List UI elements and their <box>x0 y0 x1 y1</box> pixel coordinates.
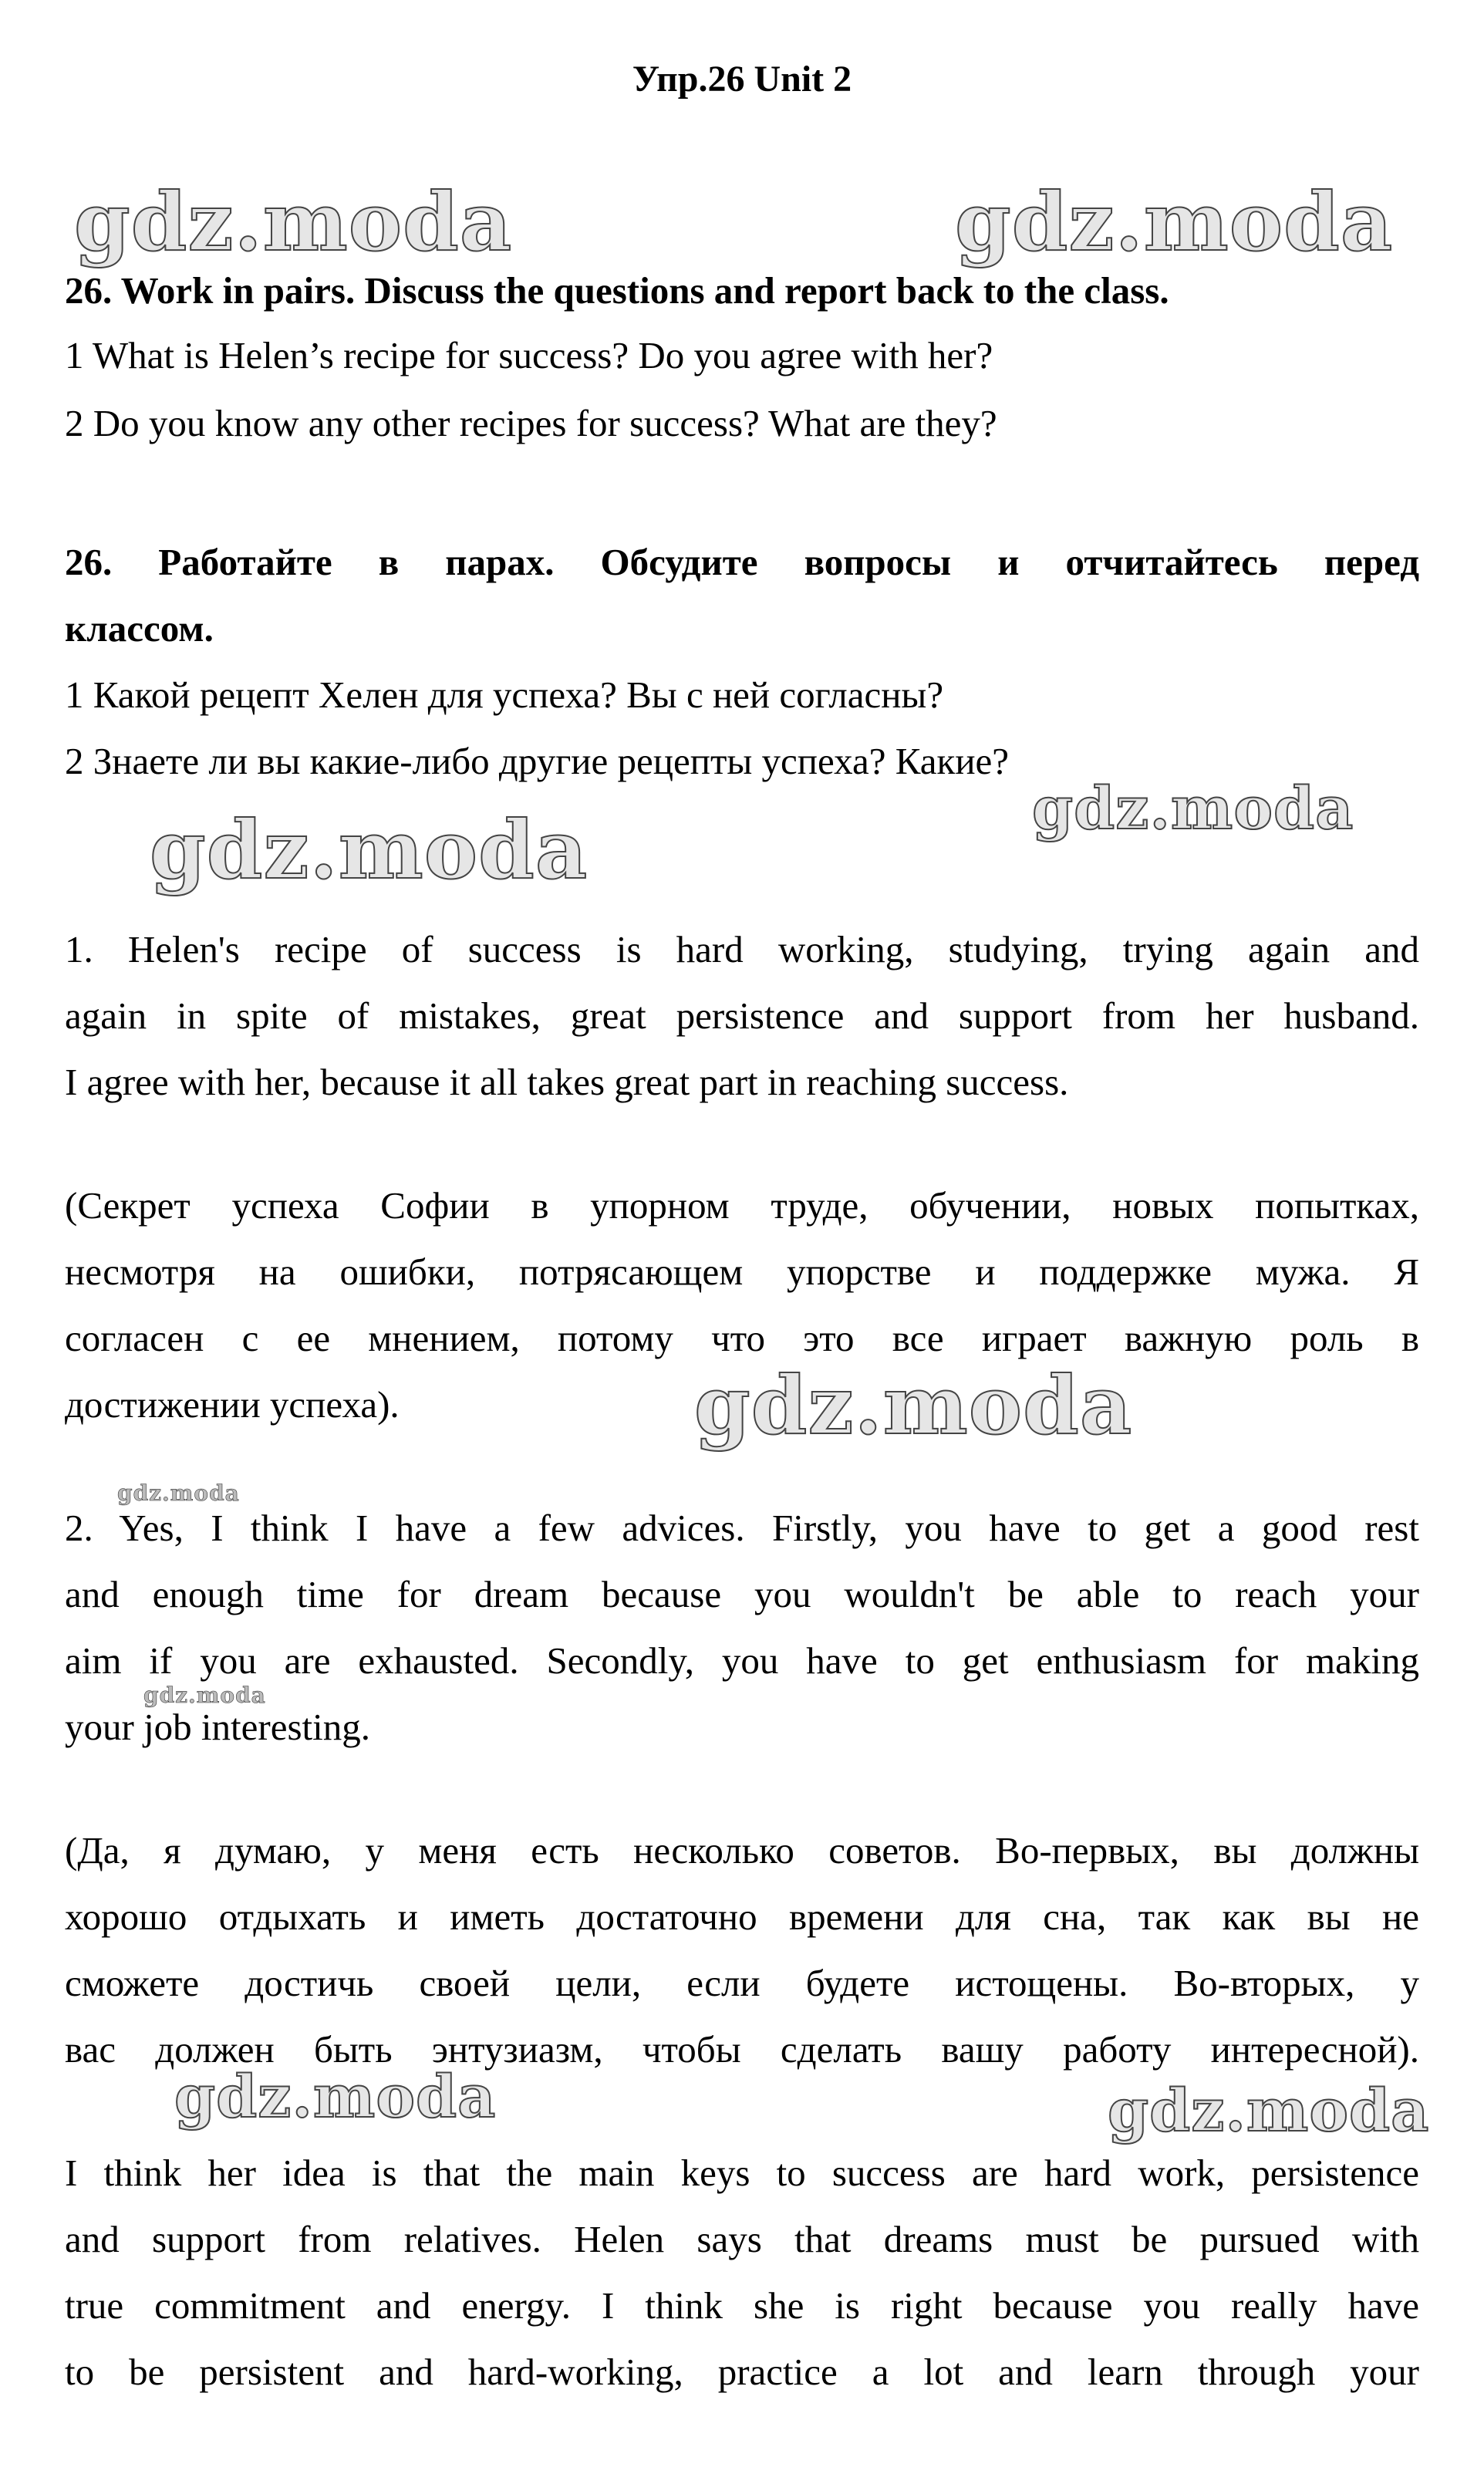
task-heading-ru: классом. <box>65 607 214 650</box>
answer-line: (Да, я думаю, у меня есть несколько советов. Во-первых, вы должны <box>65 1829 1419 1872</box>
answer-line: and enough time for dream because you wouldn't be able to reach your <box>65 1573 1419 1615</box>
task-question-en: 2 Do you know any other recipes for success? What are they? <box>65 402 997 444</box>
answer-line: aim if you are exhausted. Secondly, you have to get enthusiasm for making <box>65 1639 1419 1682</box>
answer-line: I agree with her, because it all takes great part in reaching success. <box>65 1061 1069 1103</box>
watermark: gdz.moda <box>1032 774 1354 842</box>
watermark: gdz.moda <box>694 1358 1133 1453</box>
answer-line: вас должен быть энтузиазм, чтобы сделать вашу работу интересной). <box>65 2028 1419 2071</box>
answer-line: согласен с ее мнением, потому что это все играет важную роль в <box>65 1317 1419 1359</box>
answer-line: (Секрет успеха Софии в упорном труде, обучении, новых попытках, <box>65 1184 1419 1227</box>
watermark: gdz.moda <box>955 174 1394 269</box>
watermark: gdz.moda <box>117 1480 240 1506</box>
task-question-en: 1 What is Helen’s recipe for success? Do you agree with her? <box>65 334 993 376</box>
answer-line: and support from relatives. Helen says that dreams must be pursued with <box>65 2218 1419 2260</box>
task-question-ru: 2 Знаете ли вы какие-либо другие рецепты успеха? Какие? <box>65 740 1010 782</box>
answer-line: несмотря на ошибки, потрясающем упорстве и поддержке мужа. Я <box>65 1251 1419 1293</box>
watermark: gdz.moda <box>174 2062 497 2131</box>
task-heading-en: 26. Work in pairs. Discuss the questions and report back to the class. <box>65 269 1169 312</box>
answer-line: I think her idea is that the main keys to success are hard work, persistence <box>65 2152 1419 2194</box>
answer-line: true commitment and energy. I think she is right because you really have <box>65 2284 1419 2327</box>
answer-line: 1. Helen's recipe of success is hard working, studying, trying again and <box>65 928 1419 970</box>
answer-line: достижении успеха). <box>65 1383 400 1426</box>
answer-line: 2. Yes, I think I have a few advices. Firstly, you have to get a good rest <box>65 1507 1419 1549</box>
task-heading-ru: 26. Работайте в парах. Обсудите вопросы и отчитайтесь перед <box>65 541 1419 583</box>
watermark: gdz.moda <box>74 174 513 269</box>
task-question-ru: 1 Какой рецепт Хелен для успеха? Вы с ней согласны? <box>65 673 944 716</box>
answer-line: to be persistent and hard-working, practice a lot and learn through your <box>65 2351 1419 2393</box>
page-title: Упр.26 Unit 2 <box>632 59 852 100</box>
watermark: gdz.moda <box>150 802 589 897</box>
watermark: gdz.moda <box>1108 2076 1430 2145</box>
answer-line: again in spite of mistakes, great persistence and support from her husband. <box>65 994 1419 1037</box>
answer-line: хорошо отдыхать и иметь достаточно времени для сна, так как вы не <box>65 1895 1419 1938</box>
answer-line: your job interesting. <box>65 1706 371 1748</box>
watermark: gdz.moda <box>143 1683 266 1708</box>
answer-line: сможете достичь своей цели, если будете истощены. Во-вторых, у <box>65 1962 1419 2004</box>
